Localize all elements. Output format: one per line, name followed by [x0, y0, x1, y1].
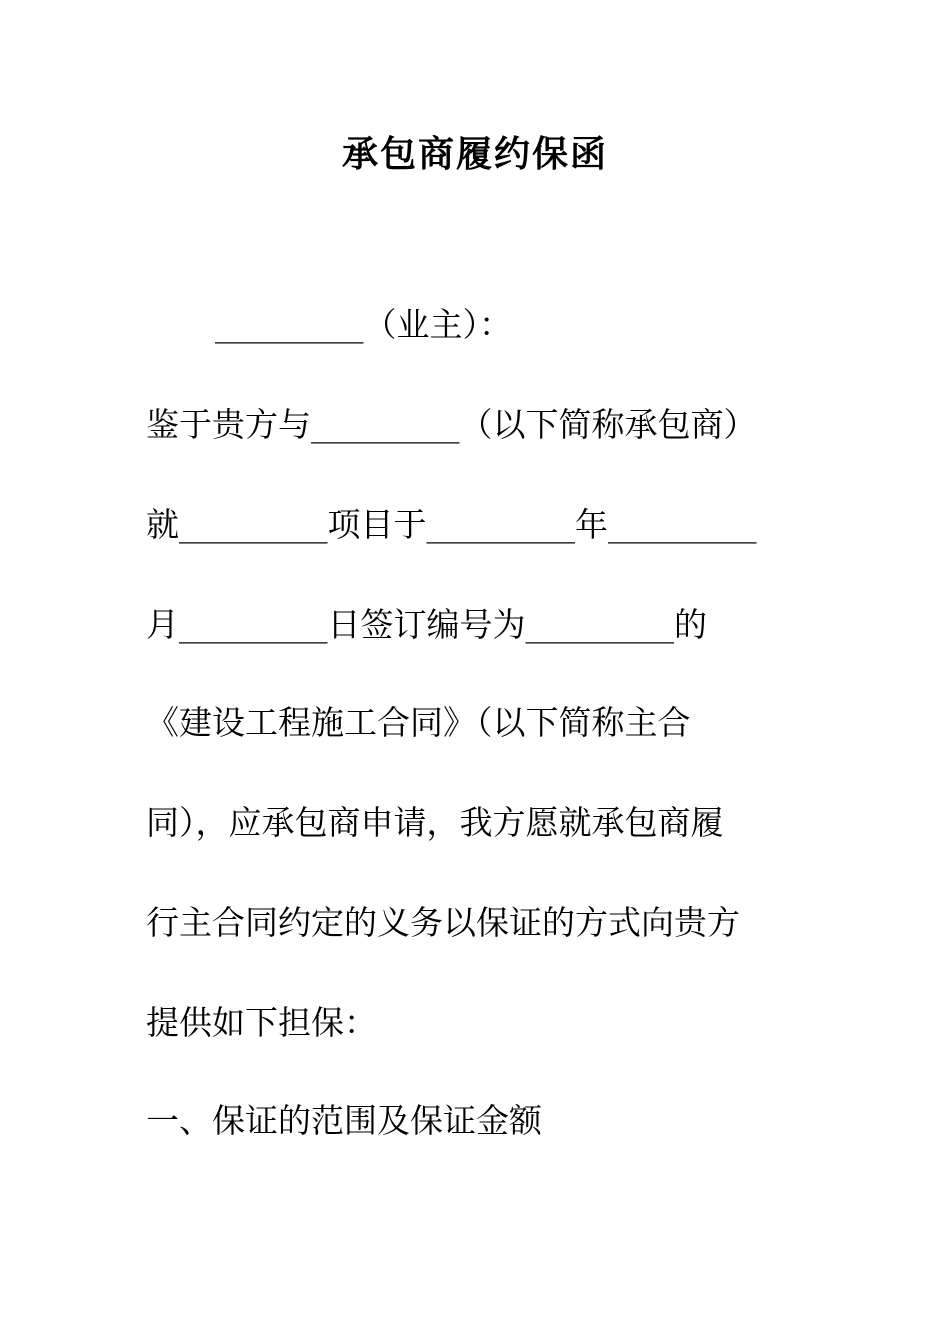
body-line-3: 月_________日签订编号为_________的	[146, 605, 707, 644]
body-line-5: 同），应承包商申请，我方愿就承包商履	[146, 803, 724, 842]
body-line-1: 鉴于贵方与_________（以下简称承包商）	[146, 405, 757, 444]
body-line-7: 提供如下担保：	[146, 1003, 377, 1042]
document-title: 承包商履约保函	[341, 133, 608, 175]
body-line-2: 就_________项目于_________年_________	[146, 505, 757, 544]
body-line-6: 行主合同约定的义务以保证的方式向贵方	[146, 903, 740, 942]
addressee-line: _________（业主）：	[215, 305, 512, 344]
section-heading: 一、保证的范围及保证金额	[146, 1101, 542, 1140]
body-line-4: 《建设工程施工合同》（以下简称主合	[146, 703, 691, 742]
